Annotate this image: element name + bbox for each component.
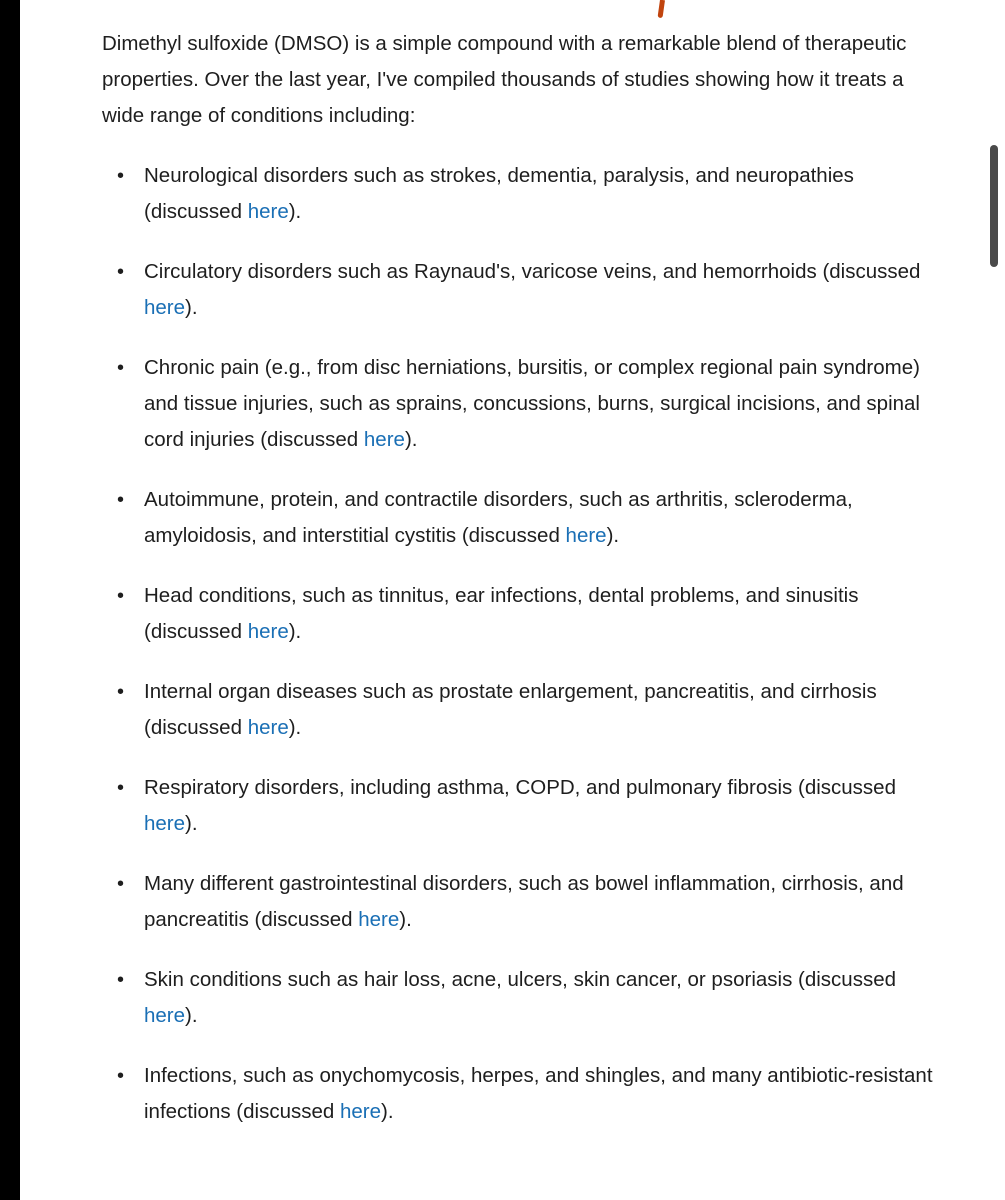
list-item-text: Respiratory disorders, including asthma, COPD, and pulmonary fibrosis (discussed <box>144 776 896 799</box>
list-item-text: Many different gastrointestinal disorders, such as bowel inflammation, cirrhosis, and pancreatitis (discussed <box>144 872 904 931</box>
list-item <box>102 674 942 746</box>
discussed-here-link[interactable]: here <box>358 908 400 931</box>
list-item <box>102 482 942 554</box>
bullet-icon: • <box>117 261 125 283</box>
list-item <box>102 962 942 1034</box>
list-item <box>102 158 942 230</box>
discussed-here-link[interactable]: here <box>363 428 405 451</box>
discussed-here-link[interactable]: here <box>144 1004 186 1027</box>
discussed-here-link[interactable]: here <box>247 620 289 643</box>
list-item-suffix: ). <box>185 296 198 319</box>
discussed-here-link[interactable]: here <box>565 524 607 547</box>
discussed-here-link[interactable]: here <box>339 1100 382 1123</box>
list-item-suffix: ). <box>381 1100 394 1123</box>
article-page <box>20 0 1000 1200</box>
list-item-suffix: ). <box>288 716 302 739</box>
list-item-suffix: ). <box>399 908 412 931</box>
image-edge-mark <box>658 0 665 18</box>
list-item-text: Neurological disorders such as strokes, dementia, paralysis, and neuropathies (discussed <box>144 164 854 223</box>
list-item-text: Infections, such as onychomycosis, herpes, and shingles, and many antibiotic-resistant infections (discussed <box>144 1064 933 1123</box>
bullet-icon: • <box>117 489 125 511</box>
list-item-suffix: ). <box>185 812 198 835</box>
list-item <box>102 578 942 650</box>
bullet-icon: • <box>117 1065 125 1087</box>
discussed-here-link[interactable]: here <box>144 296 186 319</box>
list-item-suffix: ). <box>606 524 620 547</box>
bullet-icon: • <box>117 969 125 991</box>
list-item <box>102 1058 942 1130</box>
list-item <box>102 350 942 458</box>
list-item-text: Circulatory disorders such as Raynaud's, varicose veins, and hemorrhoids (discussed <box>144 260 921 283</box>
article-body <box>102 26 942 1154</box>
list-item-suffix: ). <box>404 428 418 451</box>
bullet-icon: • <box>117 873 125 895</box>
bullet-icon: • <box>117 585 125 607</box>
bullet-icon: • <box>117 357 125 379</box>
conditions-list <box>102 158 942 1130</box>
bullet-icon: • <box>117 681 125 703</box>
list-item-text: Head conditions, such as tinnitus, ear infections, dental problems, and sinusitis (discussed <box>144 584 859 643</box>
list-item-text: Chronic pain (e.g., from disc herniations, bursitis, or complex regional pain syndrome) and tissue injuries, such as sprains, concussions, burns, surgical incisions, and spinal cord injuries (discussed <box>144 356 920 451</box>
discussed-here-link[interactable]: here <box>247 716 289 739</box>
list-item-suffix: ). <box>288 620 302 643</box>
list-item <box>102 254 942 326</box>
bullet-icon: • <box>117 165 125 187</box>
list-item-text: Internal organ diseases such as prostate enlargement, pancreatitis, and cirrhosis (discussed <box>144 680 877 739</box>
list-item-suffix: ). <box>288 200 302 223</box>
bullet-icon: • <box>117 777 125 799</box>
discussed-here-link[interactable]: here <box>247 200 289 223</box>
intro-paragraph: Dimethyl sulfoxide (DMSO) is a simple compound with a remarkable blend of therapeutic properties. Over the last year, I've compiled thousands of studies showing how it treats a wide range of conditions including: <box>102 32 907 127</box>
list-item <box>102 770 942 842</box>
list-item-text: Skin conditions such as hair loss, acne, ulcers, skin cancer, or psoriasis (discussed <box>144 968 897 991</box>
scrollbar-thumb[interactable] <box>990 145 998 267</box>
list-item <box>102 866 942 938</box>
list-item-text: Autoimmune, protein, and contractile disorders, such as arthritis, scleroderma, amyloidosis, and interstitial cystitis (discussed <box>144 488 853 547</box>
discussed-here-link[interactable]: here <box>144 812 186 835</box>
list-item-suffix: ). <box>185 1004 198 1027</box>
